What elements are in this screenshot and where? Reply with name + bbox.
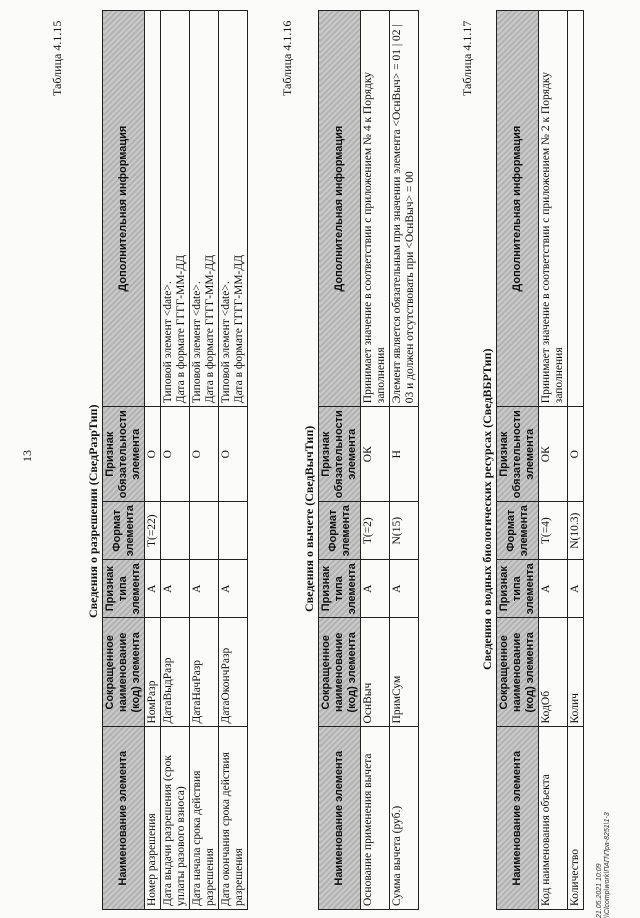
cell-required: ОК — [539, 407, 568, 502]
cell-info — [145, 11, 161, 407]
cell-format: N(15) — [390, 502, 419, 560]
cell-info: Типовой элемент <date>. Дата в формате ГГГГ-ММ-ДД — [219, 11, 248, 407]
cell-name: Дата окончания срока действия разрешения — [219, 727, 248, 910]
cell-code: ОснВыч — [361, 618, 390, 727]
table-header-row — [497, 11, 539, 910]
cell-format — [219, 502, 248, 560]
header-name: Наименование элемента — [103, 727, 145, 910]
table-header-row — [103, 11, 145, 910]
cell-name: Номер разрешения — [145, 727, 161, 910]
table-row — [219, 11, 248, 910]
table-title: Сведения о вычете (СведВычТип) — [302, 425, 316, 612]
cell-info: Принимает значение в соответствии с приложением № 2 к Порядку заполнения — [539, 11, 568, 407]
cell-type: А — [568, 560, 584, 618]
cell-name: Количество — [568, 727, 584, 910]
header-type: Признак типа элемента — [319, 560, 361, 618]
header-name: Наименование элемента — [497, 727, 539, 910]
table-label: Таблица 4.1.15 — [50, 20, 64, 96]
cell-format: N(10.3) — [568, 502, 584, 560]
cell-required: ОК — [361, 407, 390, 502]
cell-code: КодОб — [539, 618, 568, 727]
cell-type: А — [361, 560, 390, 618]
table-row — [190, 11, 219, 910]
cell-required: Н — [390, 407, 419, 502]
table-title: Сведения о разрешении (СведРазрТип) — [86, 404, 100, 618]
header-info: Дополнительная информация — [497, 11, 539, 407]
cell-code: Колич — [568, 618, 584, 727]
cell-info: Принимает значение в соответствии с приложением № 4 к Порядку заполнения — [361, 11, 390, 407]
cell-required: О — [190, 407, 219, 502]
table-biological-resources — [496, 10, 584, 910]
cell-code: ДатаОкончРазр — [219, 618, 248, 727]
cell-info — [568, 11, 584, 407]
cell-format — [190, 502, 219, 560]
print-footer — [596, 812, 612, 918]
cell-type: А — [145, 560, 161, 618]
cell-type: А — [539, 560, 568, 618]
cell-format: T(=22) — [145, 502, 161, 560]
table-deduction — [318, 10, 419, 910]
cell-code: ДатаНачРазр — [190, 618, 219, 727]
cell-format: T(=4) — [539, 502, 568, 560]
cell-info: Типовой элемент <date>. Дата в формате ГГГГ-ММ-ДД — [161, 11, 190, 407]
cell-type: А — [190, 560, 219, 618]
cell-required: О — [568, 407, 584, 502]
cell-name: Дата выдачи разрешения (срок уплаты разового взноса) — [161, 727, 190, 910]
footer-path: \\Clcomp\work\ПАП\Пра-8251\1-3 — [604, 812, 611, 918]
cell-format: T(=2) — [361, 502, 390, 560]
cell-code: ДатаВыдРазр — [161, 618, 190, 727]
page-number: 13 — [20, 450, 34, 462]
cell-info: Элемент является обязательным при значении элемента <ОснВыч> = 01 | 02 | 03 и должен отсутствовать при <ОснВыч> = 00 — [390, 11, 419, 407]
header-required: Признак обязательности элемента — [319, 407, 361, 502]
table-row — [390, 11, 419, 910]
table-header-row — [319, 11, 361, 910]
table-label: Таблица 4.1.16 — [280, 20, 294, 96]
table-row — [539, 11, 568, 910]
footer-timestamp: 21.05.2021 10:09 — [596, 863, 603, 918]
header-info: Дополнительная информация — [319, 11, 361, 407]
cell-required: О — [161, 407, 190, 502]
cell-code: ПримСум — [390, 618, 419, 727]
header-format: Формат элемента — [497, 502, 539, 560]
cell-name: Основание применения вычета — [361, 727, 390, 910]
table-permit — [102, 10, 248, 910]
cell-type: А — [219, 560, 248, 618]
header-format: Формат элемента — [103, 502, 145, 560]
table-row — [145, 11, 161, 910]
cell-format — [161, 502, 190, 560]
header-name: Наименование элемента — [319, 727, 361, 910]
cell-type: А — [390, 560, 419, 618]
header-info: Дополнительная информация — [103, 11, 145, 407]
table-title: Сведения о водных биологических ресурсах (СведВБРТип) — [480, 348, 494, 670]
cell-info: Типовой элемент <date>. Дата в формате ГГГГ-ММ-ДД — [190, 11, 219, 407]
cell-code: НомРазр — [145, 618, 161, 727]
header-code: Сокращенное наименование (код) элемента — [103, 618, 145, 727]
header-type: Признак типа элемента — [103, 560, 145, 618]
cell-name: Код наименования объекта — [539, 727, 568, 910]
table-row — [161, 11, 190, 910]
header-code: Сокращенное наименование (код) элемента — [497, 618, 539, 727]
header-type: Признак типа элемента — [497, 560, 539, 618]
header-format: Формат элемента — [319, 502, 361, 560]
cell-type: А — [161, 560, 190, 618]
header-code: Сокращенное наименование (код) элемента — [319, 618, 361, 727]
table-label: Таблица 4.1.17 — [460, 20, 474, 96]
table-row — [568, 11, 584, 910]
header-required: Признак обязательности элемента — [497, 407, 539, 502]
table-row — [361, 11, 390, 910]
cell-required: О — [145, 407, 161, 502]
cell-name: Сумма вычета (руб.) — [390, 727, 419, 910]
cell-name: Дата начала срока действия разрешения — [190, 727, 219, 910]
cell-required: О — [219, 407, 248, 502]
header-required: Признак обязательности элемента — [103, 407, 145, 502]
